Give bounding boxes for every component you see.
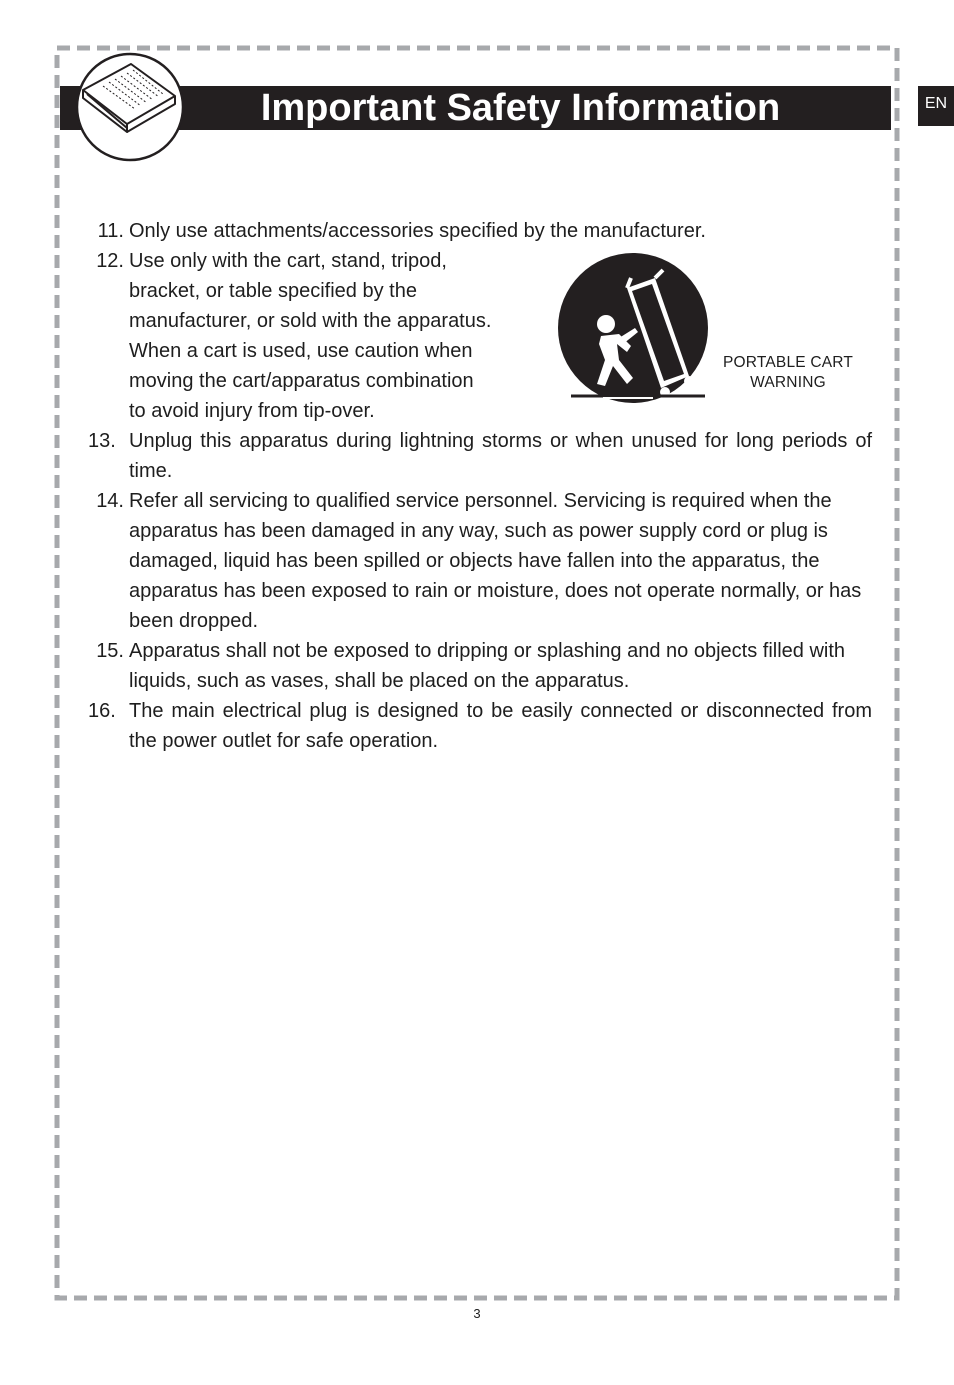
item-text-line: Use only with the cart, stand, tripod,	[129, 250, 447, 272]
item-number: 12.	[96, 250, 124, 272]
item-text-line: bracket, or table specified by the	[129, 280, 417, 302]
item-text: The main electrical plug is designed to be easily connected or disconnected from the power outlet for safe operation.	[129, 700, 872, 752]
manual-book-icon	[75, 52, 185, 162]
list-item	[88, 696, 872, 756]
item-text: Unplug this apparatus during lightning storms or when unused for long periods of time.	[129, 430, 872, 482]
cart-warning-line: PORTABLE CART	[722, 354, 854, 371]
list-item	[88, 216, 872, 246]
item-text-line: to avoid injury from tip-over.	[129, 400, 375, 422]
item-number: 11.	[97, 220, 124, 242]
page-number: 3	[473, 1306, 481, 1321]
cart-warning-caption	[714, 353, 862, 393]
item-text: Only use attachments/accessories specified by the manufacturer.	[129, 220, 706, 242]
item-number: 16.	[88, 700, 116, 722]
item-text-line: manufacturer, or sold with the apparatus.	[129, 310, 492, 332]
item-number: 14.	[96, 490, 124, 512]
item-number: 15.	[96, 640, 124, 662]
item-text: Refer all servicing to qualified service personnel. Servicing is required when the apparatus has been damaged in any way, such as power supply cord or plug is damaged, liquid has been spilled or objects have fallen into the apparatus, the apparatus has been exposed to rain or moisture, does not operate normally, or has been dropped.	[129, 490, 862, 632]
item-text-line: moving the cart/apparatus combination	[129, 370, 474, 392]
page-title: Important Safety Information	[260, 87, 781, 129]
item-number: 13.	[88, 430, 116, 452]
list-item	[88, 486, 872, 636]
list-item	[88, 636, 872, 696]
cart-tip-over-icon	[543, 248, 713, 412]
list-item	[88, 426, 872, 486]
cart-warning-line: WARNING	[750, 374, 826, 391]
item-text-line: When a cart is used, use caution when	[129, 340, 473, 362]
language-tab: EN	[918, 86, 954, 126]
item-text: Apparatus shall not be exposed to dripping or splashing and no objects filled with liquids, such as vases, shall be placed on the apparatus.	[129, 640, 846, 692]
portable-cart-warning	[543, 248, 873, 412]
list-item	[88, 246, 539, 426]
